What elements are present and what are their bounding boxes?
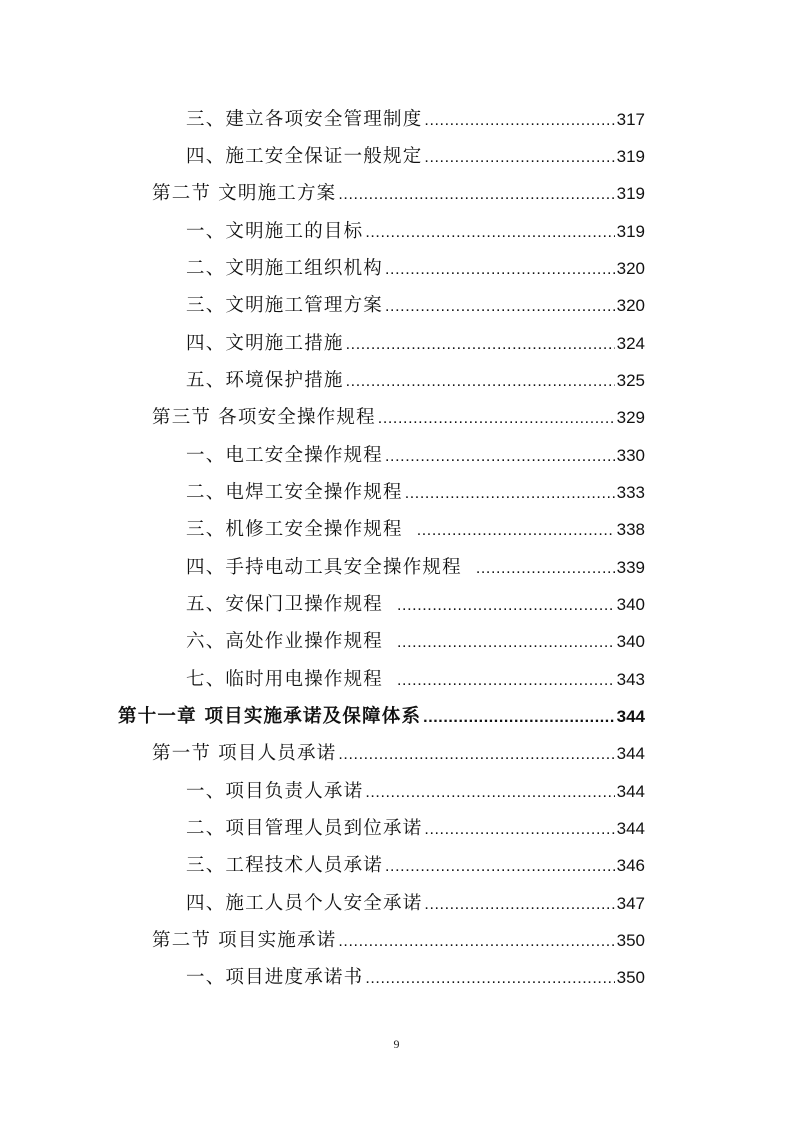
toc-entry-page: 346 [616, 856, 645, 875]
toc-entry-title: 二、文明施工组织机构 [186, 258, 384, 279]
toc-entry[interactable] [186, 441, 645, 471]
toc-entry[interactable] [186, 478, 645, 508]
toc-entry-title: 第一节 项目人员承诺 [152, 743, 337, 764]
toc-entry-page: 344 [616, 782, 645, 801]
toc-entry-title: 六、高处作业操作规程 [186, 631, 384, 652]
toc-entry[interactable] [186, 963, 645, 993]
page-number: 9 [393, 1037, 400, 1051]
toc-entry-title: 四、施工人员个人安全承诺 [186, 893, 423, 914]
toc-entry-title: 三、机修工安全操作规程 [186, 519, 403, 540]
toc-entry-title: 三、建立各项安全管理制度 [186, 109, 423, 130]
toc-leader-dots [476, 554, 615, 584]
toc-entry-title: 三、工程技术人员承诺 [186, 855, 384, 876]
toc-leader-dots [424, 890, 614, 920]
toc-entry-page: 319 [616, 184, 645, 203]
toc-entry-page: 320 [616, 296, 645, 315]
toc-entry-page: 340 [616, 595, 645, 614]
toc-leader-dots [378, 404, 615, 434]
toc-entry-page: 329 [616, 408, 645, 427]
toc-leader-dots [424, 143, 614, 173]
toc-entry-page: 324 [616, 334, 645, 353]
toc-entry[interactable] [186, 851, 645, 881]
toc-entry-page: 344 [616, 707, 645, 726]
toc-entry-title: 五、安保门卫操作规程 [186, 594, 384, 615]
toc-entry-title: 七、临时用电操作规程 [186, 669, 384, 690]
toc-entry[interactable] [186, 291, 645, 321]
toc-entry-page: 330 [616, 446, 645, 465]
toc-entry-page: 347 [616, 894, 645, 913]
toc-section-entry[interactable] [152, 926, 645, 956]
toc-entry[interactable] [186, 814, 645, 844]
toc-entry-page: 333 [616, 483, 645, 502]
toc-entry-page: 350 [616, 931, 645, 950]
toc-entry-page: 319 [616, 222, 645, 241]
toc-leader-dots [424, 815, 614, 845]
toc-leader-dots [385, 852, 615, 882]
toc-leader-dots [424, 106, 614, 136]
toc-entry-page: 338 [616, 520, 645, 539]
toc-entry[interactable] [186, 105, 645, 135]
toc-entry-title: 四、施工安全保证一般规定 [186, 146, 423, 167]
toc-leader-dots [417, 516, 615, 546]
toc-entry-page: 339 [616, 558, 645, 577]
toc-leader-dots [385, 255, 615, 285]
toc-entry-page: 320 [616, 259, 645, 278]
toc-leader-dots [385, 292, 615, 322]
toc-section-entry[interactable] [152, 403, 645, 433]
toc-entry-title: 第十一章 项目实施承诺及保障体系 [118, 706, 422, 727]
toc-entry-title: 第二节 文明施工方案 [152, 183, 337, 204]
toc-leader-dots [397, 591, 615, 621]
toc-entry[interactable] [186, 329, 645, 359]
toc-entry[interactable] [186, 889, 645, 919]
toc-entry[interactable] [186, 665, 645, 695]
toc-leader-dots [405, 479, 615, 509]
toc-entry[interactable] [186, 142, 645, 172]
toc-leader-dots [346, 367, 615, 397]
toc-entry-title: 一、文明施工的目标 [186, 221, 364, 242]
toc-entry-page: 343 [616, 670, 645, 689]
toc-leader-dots [365, 218, 614, 248]
toc-entry[interactable] [186, 515, 645, 545]
toc-chapter-entry[interactable] [118, 702, 645, 732]
toc-entry-title: 二、电焊工安全操作规程 [186, 482, 403, 503]
toc-leader-dots [385, 442, 615, 472]
toc-entry-page: 344 [616, 744, 645, 763]
toc-entry-title: 一、项目负责人承诺 [186, 781, 364, 802]
toc-leader-dots [338, 740, 614, 770]
toc-entry[interactable] [186, 590, 645, 620]
toc-entry-title: 二、项目管理人员到位承诺 [186, 818, 423, 839]
toc-entry[interactable] [186, 217, 645, 247]
toc-leader-dots [346, 330, 615, 360]
toc-leader-dots [423, 703, 614, 733]
toc-leader-dots [338, 180, 614, 210]
toc-entry[interactable] [186, 254, 645, 284]
toc-entry-title: 五、环境保护措施 [186, 370, 344, 391]
toc-entry[interactable] [186, 777, 645, 807]
toc-entry-page: 325 [616, 371, 645, 390]
toc-entry-title: 四、文明施工措施 [186, 333, 344, 354]
toc-entry-page: 350 [616, 968, 645, 987]
toc-leader-dots [365, 964, 614, 994]
toc-leader-dots [397, 628, 615, 658]
toc-section-entry[interactable] [152, 179, 645, 209]
toc-entry-page: 319 [616, 147, 645, 166]
toc-leader-dots [338, 927, 614, 957]
toc-entry-title: 第二节 项目实施承诺 [152, 930, 337, 951]
toc-entry[interactable] [186, 553, 645, 583]
toc-entry-title: 第三节 各项安全操作规程 [152, 407, 376, 428]
toc-entry-title: 四、手持电动工具安全操作规程 [186, 557, 462, 578]
toc-leader-dots [365, 778, 614, 808]
toc-section-entry[interactable] [152, 739, 645, 769]
toc-entry[interactable] [186, 627, 645, 657]
toc-leader-dots [397, 666, 615, 696]
toc-entry-page: 317 [616, 110, 645, 129]
toc-entry-title: 三、文明施工管理方案 [186, 295, 384, 316]
toc-entry-page: 340 [616, 632, 645, 651]
toc-entry-title: 一、电工安全操作规程 [186, 445, 384, 466]
toc-entry-page: 344 [616, 819, 645, 838]
toc-entry[interactable] [186, 366, 645, 396]
toc-entry-title: 一、项目进度承诺书 [186, 967, 364, 988]
